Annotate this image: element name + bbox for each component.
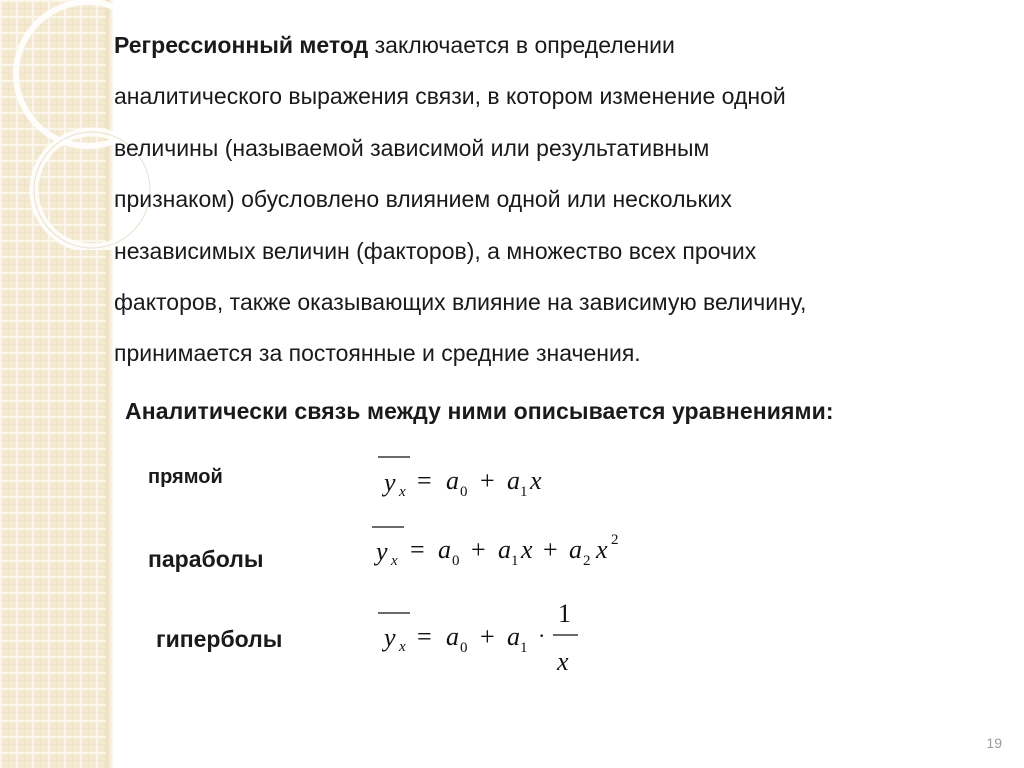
eq-sub: 0 (452, 553, 460, 569)
eq-op: + (480, 466, 495, 495)
eq-exp: 2 (611, 532, 619, 548)
eq-var: x (521, 535, 533, 564)
eq-sub: x (391, 553, 398, 569)
eq-sub: 0 (460, 484, 468, 500)
fraction-numerator: 1 (558, 599, 571, 628)
eq-var: a (446, 622, 459, 651)
eq-sub: 1 (511, 553, 519, 569)
definition-line: независимых величин (факторов), а множество всех прочих (114, 237, 757, 264)
page-number: 19 (986, 735, 1002, 751)
eq-equals: = (417, 466, 432, 495)
eq-equals: = (417, 622, 432, 651)
eq-var: a (507, 622, 520, 651)
eq-sub: 1 (520, 640, 528, 656)
equations-heading: Аналитически связь между ними описывается уравнениями: (125, 398, 834, 424)
eq-sub: 2 (583, 553, 591, 569)
eq-op: + (480, 622, 495, 651)
equation-parabola (372, 527, 619, 569)
eq-dot: · (538, 623, 546, 648)
definition-line: заключается в определении (368, 32, 675, 58)
fraction-denominator: x (557, 647, 569, 676)
eq-sub: x (399, 639, 406, 655)
equation-label-parabola: параболы (148, 546, 264, 572)
eq-var: a (498, 535, 511, 564)
eq-op: + (543, 535, 558, 564)
equation-label-line: прямой (148, 466, 223, 488)
eq-equals: = (410, 535, 425, 564)
eq-sub: 1 (520, 484, 528, 500)
equation-formulas (360, 440, 660, 690)
eq-sub: 0 (460, 640, 468, 656)
definition-line: аналитического выражения связи, в котором изменение одной (114, 83, 786, 110)
eq-var: a (569, 535, 582, 564)
eq-var: y (376, 537, 388, 566)
eq-var: y (384, 623, 396, 652)
equation-label-hyperbola: гиперболы (156, 626, 283, 652)
eq-op: + (471, 535, 486, 564)
definition-line: факторов, также оказывающих влияние на зависимую величину, (114, 289, 807, 316)
eq-sub: x (399, 484, 406, 500)
equation-line (378, 457, 542, 500)
definition-paragraph (114, 20, 994, 380)
definition-line: признаком) обусловлено влиянием одной или нескольких (114, 186, 732, 213)
eq-var: x (596, 535, 608, 564)
definition-line: величины (называемой зависимой или результативным (114, 134, 710, 161)
eq-var: a (507, 466, 520, 495)
eq-var: x (530, 466, 542, 495)
equation-hyperbola (378, 599, 578, 676)
eq-var: a (438, 535, 451, 564)
eq-var: a (446, 466, 459, 495)
definition-line: принимается за постоянные и средние значения. (114, 340, 641, 367)
eq-var: y (384, 468, 396, 497)
definition-term: Регрессионный метод (114, 32, 369, 58)
